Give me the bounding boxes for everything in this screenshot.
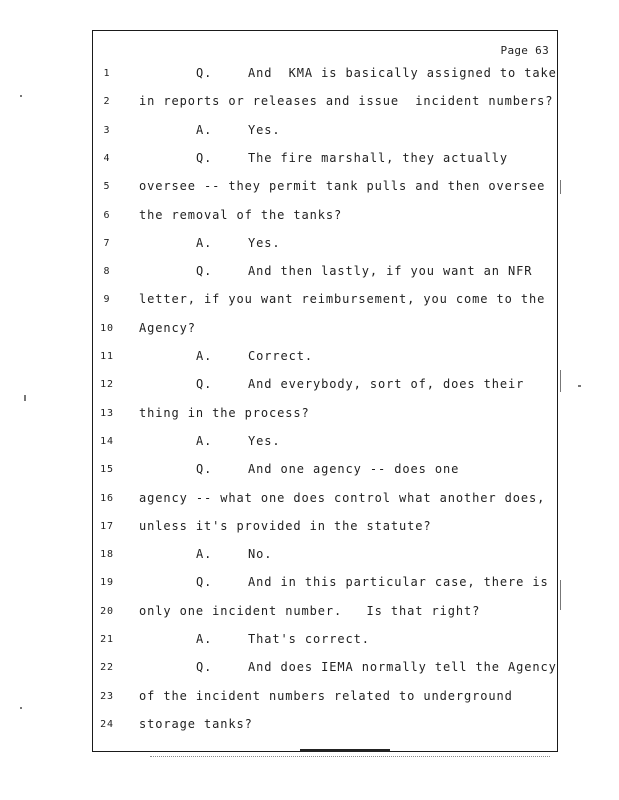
- line-number: 19: [100, 577, 114, 589]
- line-body: And does IEMA normally tell the Agency: [248, 660, 557, 675]
- transcript-line: [0, 264, 619, 284]
- line-text: [139, 406, 310, 420]
- bottom-dotted-rule: [150, 756, 550, 758]
- line-text: [196, 349, 313, 363]
- scan-speck: [560, 370, 561, 392]
- line-text: [196, 236, 281, 250]
- line-text: [139, 179, 545, 193]
- speaker-label: Q.: [196, 264, 213, 279]
- line-number: 16: [100, 492, 114, 504]
- line-number: 4: [103, 152, 111, 164]
- speaker-label: Q.: [196, 66, 213, 80]
- line-number: 18: [100, 549, 114, 561]
- speaker-label: A.: [196, 122, 213, 137]
- line-number: 7: [103, 237, 111, 249]
- speaker-label: Q.: [196, 660, 213, 675]
- speaker-label: A.: [196, 433, 213, 448]
- transcript-line: [0, 377, 619, 397]
- transcript-line: [0, 94, 619, 114]
- transcript-line: [0, 208, 619, 228]
- line-number: 3: [103, 124, 111, 136]
- line-text: [196, 264, 532, 278]
- line-body: Yes.: [248, 122, 281, 137]
- transcript-line: [0, 292, 619, 312]
- line-body: only one incident number. Is that right?: [139, 603, 481, 618]
- line-body: No.: [248, 547, 273, 562]
- transcript-line: [0, 462, 619, 482]
- line-body: thing in the process?: [139, 405, 310, 420]
- line-body: And everybody, sort of, does their: [248, 377, 525, 392]
- bottom-scan-mark: [300, 749, 390, 752]
- transcript-line: [0, 491, 619, 511]
- line-number: 21: [100, 634, 114, 645]
- speaker-label: A.: [196, 349, 213, 363]
- line-number: 12: [100, 379, 114, 391]
- speaker-label: Q.: [196, 462, 213, 477]
- line-body: Correct.: [248, 349, 313, 363]
- transcript-line: [0, 179, 619, 199]
- transcript-line: [0, 717, 619, 737]
- line-body: letter, if you want reimbursement, you come to the: [139, 292, 546, 307]
- scan-speck: [560, 580, 561, 610]
- page-number: Page 63: [500, 44, 549, 57]
- transcript-line: [0, 632, 619, 652]
- line-number: 8: [103, 266, 111, 278]
- transcript-line: [0, 689, 619, 709]
- line-text: [139, 292, 545, 306]
- line-text: [196, 66, 557, 80]
- transcript-line: [0, 321, 619, 341]
- transcript-line: [0, 349, 619, 369]
- line-text: [139, 94, 553, 108]
- transcript-line: [0, 519, 619, 539]
- line-number: 20: [100, 605, 114, 617]
- line-text: [139, 689, 513, 703]
- line-text: [196, 462, 459, 476]
- scan-speck: [24, 395, 26, 401]
- line-text: [139, 604, 480, 618]
- scan-speck: [578, 385, 581, 387]
- line-text: [196, 575, 549, 589]
- line-text: [196, 632, 370, 646]
- transcript-line: [0, 434, 619, 454]
- transcript-line: [0, 406, 619, 426]
- line-number: 15: [100, 464, 114, 476]
- line-number: 17: [100, 520, 114, 532]
- line-number: 22: [100, 662, 114, 674]
- line-text: [196, 123, 281, 137]
- line-number: 14: [100, 435, 114, 447]
- scan-speck: [20, 95, 22, 97]
- line-body: The fire marshall, they actually: [248, 150, 508, 165]
- line-text: [196, 151, 508, 165]
- line-text: [139, 717, 253, 731]
- speaker-label: Q.: [196, 150, 213, 165]
- line-number: 13: [100, 407, 114, 419]
- line-number: 6: [103, 209, 111, 221]
- line-text: [139, 491, 545, 505]
- line-body: oversee -- they permit tank pulls and then oversee: [139, 179, 546, 194]
- line-body: agency -- what one does control what another does,: [139, 490, 546, 505]
- line-number: 1: [103, 68, 111, 79]
- line-body: of the incident numbers related to underground: [139, 688, 513, 703]
- line-number: 9: [103, 294, 111, 306]
- transcript-line: [0, 123, 619, 143]
- line-number: 5: [103, 181, 111, 193]
- speaker-label: Q.: [196, 575, 213, 590]
- transcript-line: [0, 660, 619, 680]
- line-number: 10: [100, 322, 114, 334]
- line-text: [139, 519, 432, 533]
- line-text: [139, 321, 196, 335]
- line-body: unless it's provided in the statute?: [139, 518, 432, 533]
- line-body: That's correct.: [248, 632, 370, 646]
- line-text: [196, 434, 281, 448]
- speaker-label: Q.: [196, 377, 213, 392]
- line-body: And one agency -- does one: [248, 462, 460, 477]
- scan-speck: [20, 707, 22, 709]
- speaker-label: A.: [196, 547, 213, 562]
- transcript-line: [0, 236, 619, 256]
- transcript-line: [0, 604, 619, 624]
- line-body: the removal of the tanks?: [139, 207, 343, 222]
- line-text: [196, 377, 524, 391]
- scan-speck: [560, 180, 561, 194]
- line-number: 24: [100, 718, 114, 730]
- line-body: Yes.: [248, 235, 281, 250]
- line-body: And then lastly, if you want an NFR: [248, 264, 533, 279]
- line-body: storage tanks?: [139, 716, 253, 731]
- line-body: in reports or releases and issue incident numbers?: [139, 94, 554, 109]
- line-body: Yes.: [248, 433, 281, 448]
- line-text: [196, 660, 557, 674]
- transcript-line: [0, 66, 619, 86]
- line-number: 23: [100, 690, 114, 702]
- speaker-label: A.: [196, 235, 213, 250]
- transcript-line: [0, 151, 619, 171]
- line-body: And in this particular case, there is: [248, 575, 549, 590]
- line-text: [139, 208, 342, 222]
- line-body: And KMA is basically assigned to take: [248, 66, 557, 80]
- transcript-line: [0, 575, 619, 595]
- line-text: [196, 547, 272, 561]
- transcript-line: [0, 547, 619, 567]
- speaker-label: A.: [196, 632, 213, 646]
- line-number: 11: [100, 351, 114, 362]
- line-number: 2: [103, 96, 111, 108]
- line-body: Agency?: [139, 320, 196, 335]
